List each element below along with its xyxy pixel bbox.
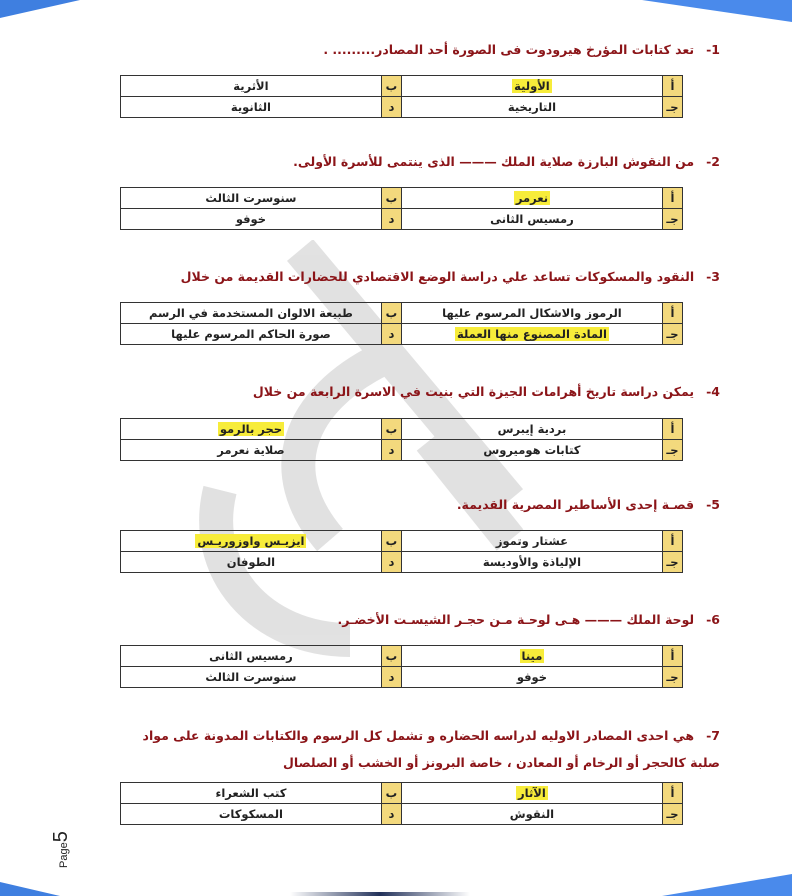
option-key-a: أ xyxy=(662,783,682,804)
option-key-d: د xyxy=(381,552,401,573)
option-key-c: جـ xyxy=(662,552,682,573)
option-key-d: د xyxy=(381,804,401,825)
option-key-d: د xyxy=(381,97,401,118)
option-a[interactable] xyxy=(402,783,663,804)
option-c[interactable] xyxy=(402,324,663,345)
question-3 xyxy=(181,265,720,289)
option-key-b: ب xyxy=(381,76,401,97)
question-number: -5 xyxy=(706,497,720,512)
option-c[interactable]: رمسيس الثانى xyxy=(402,209,663,230)
option-b[interactable] xyxy=(121,419,382,440)
question-text: تعد كتابات المؤرخ هيرودوت فى الصورة أحد المصادر......... . xyxy=(323,42,695,57)
question-text: هي احدى المصادر الاوليه لدراسه الحضاره و تشمل كل الرسوم والكتابات المدونة على مواد صلبة كالحجر أو الرخام أو المعادن ، خاصة البرونز أو الخشب أو الصلصال xyxy=(142,728,720,770)
question-number: -3 xyxy=(706,269,720,284)
option-key-d: د xyxy=(381,440,401,461)
option-a[interactable] xyxy=(402,188,663,209)
page-footer xyxy=(50,831,73,868)
option-key-c: جـ xyxy=(662,667,682,688)
option-d[interactable]: خوفو xyxy=(121,209,382,230)
option-key-c: جـ xyxy=(662,324,682,345)
options-table-2 xyxy=(120,187,683,230)
option-key-c: جـ xyxy=(662,804,682,825)
option-b[interactable]: طبيعة الالوان المستخدمة في الرسم xyxy=(121,303,382,324)
option-text: الآثار xyxy=(518,786,546,800)
option-key-b: ب xyxy=(381,419,401,440)
option-c[interactable]: التاريخية xyxy=(402,97,663,118)
page-number: 5 xyxy=(50,831,72,843)
option-c[interactable]: الإلياذة والأوديسة xyxy=(402,552,663,573)
option-key-a: أ xyxy=(662,303,682,324)
option-c[interactable]: كتابات هوميروس xyxy=(402,440,663,461)
options-table-3 xyxy=(120,302,683,345)
option-key-d: د xyxy=(381,324,401,345)
option-b[interactable] xyxy=(121,531,382,552)
question-number: -1 xyxy=(706,42,720,57)
option-a[interactable] xyxy=(402,76,663,97)
question-number: -6 xyxy=(706,612,720,627)
corner-decoration-top-right xyxy=(642,0,792,22)
option-key-c: جـ xyxy=(662,209,682,230)
option-text: المادة المصنوع منها العملة xyxy=(456,327,607,341)
option-key-a: أ xyxy=(662,419,682,440)
question-2 xyxy=(293,150,720,174)
option-a[interactable]: الرموز والاشكال المرسوم عليها xyxy=(402,303,663,324)
option-key-b: ب xyxy=(381,188,401,209)
option-text: الأولية xyxy=(514,79,550,93)
question-text: النقود والمسكوكات تساعد علي دراسة الوضع الاقتصادي للحضارات القديمة من خلال xyxy=(180,269,695,284)
options-table-4 xyxy=(120,418,683,461)
option-key-a: أ xyxy=(662,76,682,97)
question-number: -7 xyxy=(706,728,720,743)
option-d[interactable]: الطوفان xyxy=(121,552,382,573)
options-table-6 xyxy=(120,645,683,688)
options-table-1 xyxy=(120,75,683,118)
option-text: مينا xyxy=(521,649,543,663)
option-b[interactable]: كتب الشعراء xyxy=(121,783,382,804)
option-key-c: جـ xyxy=(662,440,682,461)
question-number: -2 xyxy=(706,154,720,169)
question-5 xyxy=(457,493,720,517)
option-a[interactable]: بردية إيبرس xyxy=(402,419,663,440)
option-c[interactable]: خوفو xyxy=(402,667,663,688)
option-text: ايزيـس واوزوريـس xyxy=(197,534,305,548)
option-d[interactable]: المسكوكات xyxy=(121,804,382,825)
option-d[interactable]: الثانوية xyxy=(121,97,382,118)
option-key-a: أ xyxy=(662,188,682,209)
option-c[interactable]: النقوش xyxy=(402,804,663,825)
question-text: من النقوش البارزة صلاية الملك ——— الذى ينتمى للأسرة الأولى. xyxy=(293,154,695,169)
bottom-accent-bar xyxy=(290,892,470,896)
option-b[interactable]: رمسيس الثانى xyxy=(121,646,382,667)
corner-decoration-bottom-right xyxy=(662,874,792,896)
options-table-5 xyxy=(120,530,683,573)
options-table-7 xyxy=(120,782,683,825)
option-text: حجر بالرمو xyxy=(219,422,283,436)
option-key-a: أ xyxy=(662,531,682,552)
question-1 xyxy=(323,38,720,62)
question-6 xyxy=(338,608,720,632)
question-text: قصـة إحدى الأساطير المصرية القديمة. xyxy=(456,497,695,512)
option-key-d: د xyxy=(381,209,401,230)
option-key-b: ب xyxy=(381,531,401,552)
option-key-a: أ xyxy=(662,646,682,667)
option-b[interactable]: سنوسرت الثالث xyxy=(121,188,382,209)
option-text: نعرمر xyxy=(515,191,549,205)
option-d[interactable]: سنوسرت الثالث xyxy=(121,667,382,688)
question-text: يمكن دراسة تاريخ أهرامات الجيزة التي بنيت في الاسرة الرابعة من خلال xyxy=(252,384,695,399)
option-key-b: ب xyxy=(381,303,401,324)
question-number: -4 xyxy=(706,384,720,399)
option-a[interactable] xyxy=(402,646,663,667)
option-key-b: ب xyxy=(381,783,401,804)
option-key-c: جـ xyxy=(662,97,682,118)
option-a[interactable]: عشتار وتموز xyxy=(402,531,663,552)
option-d[interactable]: صلاية نعرمر xyxy=(121,440,382,461)
page-word: Page xyxy=(58,842,70,868)
question-text: لوحة الملك ——— هـى لوحـة مـن حجـر الشيسـت الأخضـر. xyxy=(337,612,695,627)
corner-decoration-top-left xyxy=(0,0,80,18)
option-b[interactable]: الأثرية xyxy=(121,76,382,97)
question-7 xyxy=(120,722,720,776)
option-d[interactable]: صورة الحاكم المرسوم عليها xyxy=(121,324,382,345)
option-key-d: د xyxy=(381,667,401,688)
question-4 xyxy=(253,380,720,404)
corner-decoration-bottom-left xyxy=(0,882,60,896)
option-key-b: ب xyxy=(381,646,401,667)
